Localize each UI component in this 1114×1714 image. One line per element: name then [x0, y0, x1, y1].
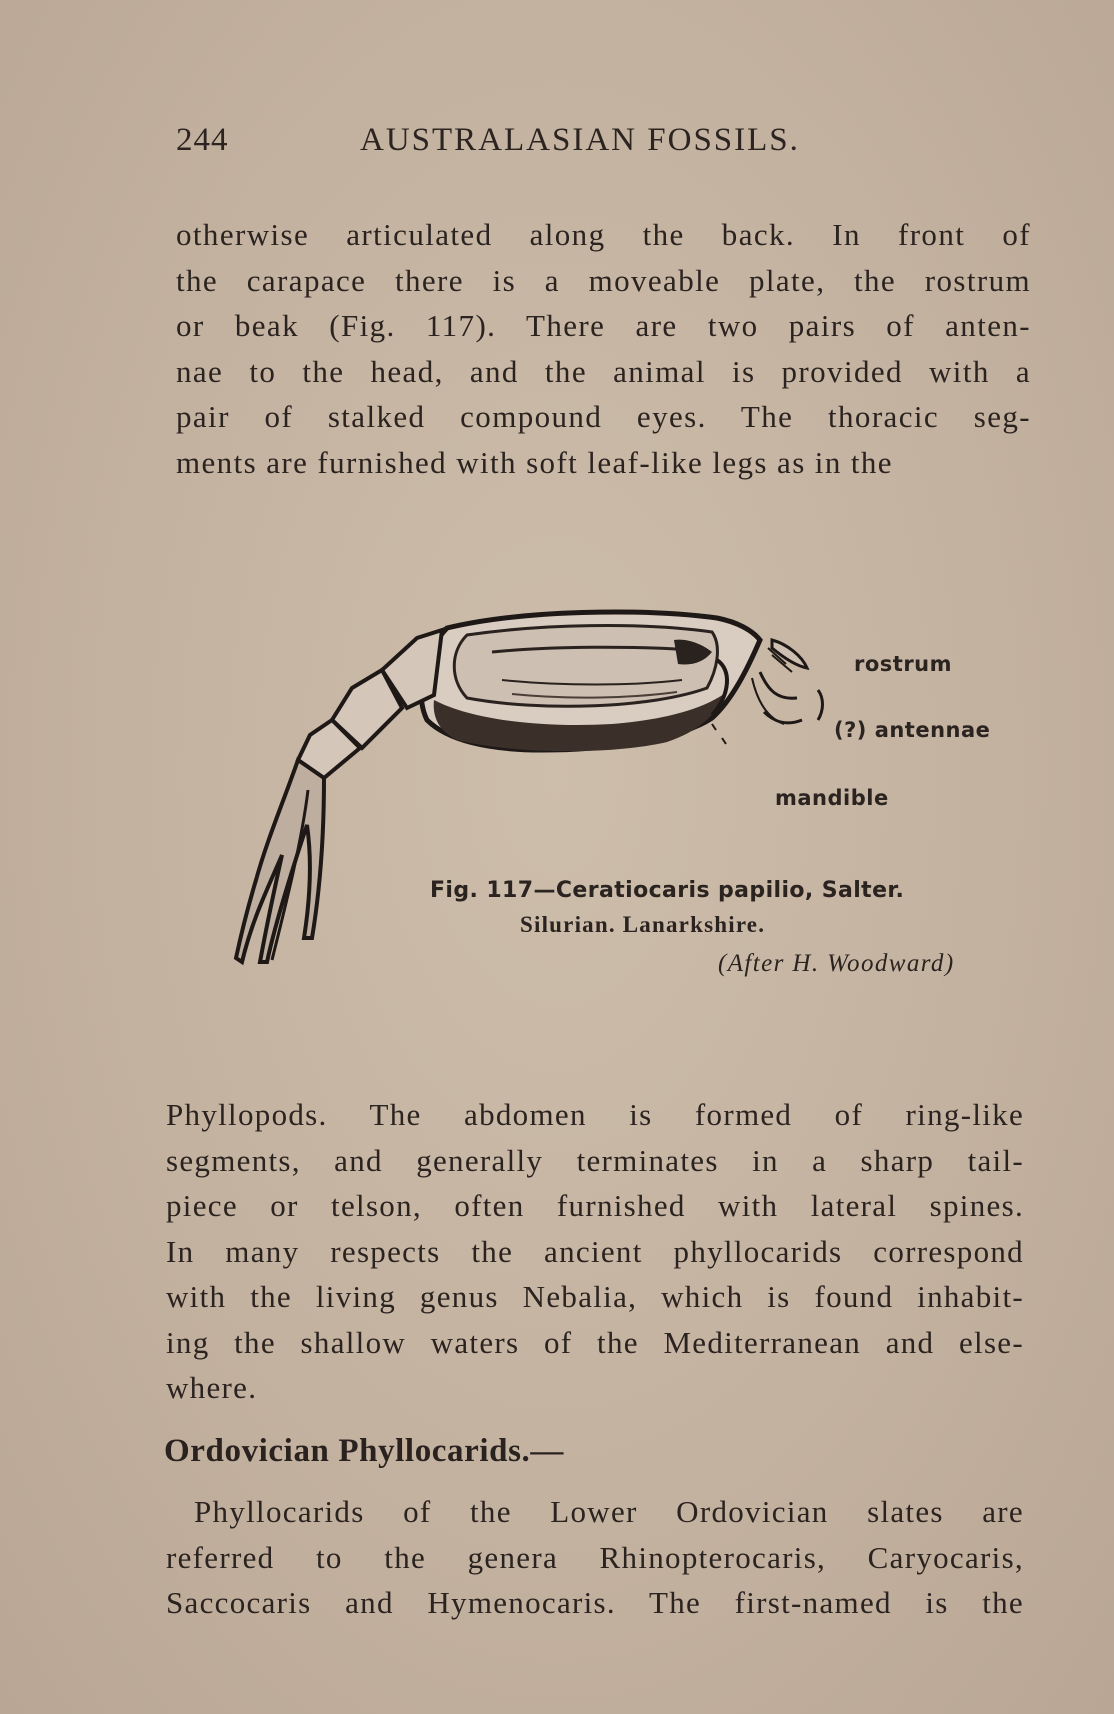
text-line: nae to the head, and the animal is provided with a — [176, 353, 1031, 389]
text-line: with the living genus Nebalia, which is found inhabit- — [166, 1279, 1024, 1314]
label-mandible: mandible — [775, 786, 889, 810]
carapace-inner — [454, 626, 717, 707]
page-number: 244 — [176, 122, 229, 158]
figure-caption: Fig. 117—Ceratiocaris papilio, Salter. — [430, 878, 905, 903]
mandible-dots — [712, 724, 726, 744]
text-line: pair of stalked compound eyes. The thoracic seg- — [176, 399, 1031, 434]
label-antennae: (?) antennae — [834, 718, 991, 742]
label-rostrum: rostrum — [854, 652, 953, 676]
text-line: ing the shallow waters of the Mediterranean and else- — [166, 1324, 1024, 1360]
section-heading: Ordovician Phyllocarids.— — [164, 1433, 565, 1469]
text-line: In many respects the ancient phyllocarids correspond — [166, 1233, 1024, 1269]
text-line: Phyllocarids of the Lower Ordovician slates are — [194, 1494, 1024, 1529]
text-line: Saccocaris and Hymenocaris. The first-named is the — [166, 1585, 1024, 1620]
text-line: the carapace there is a moveable plate, the rostrum — [176, 262, 1031, 298]
figure-caption-credit: (After H. Woodward) — [718, 950, 955, 977]
text-line: referred to the genera Rhinopterocaris, Caryocaris, — [166, 1539, 1024, 1575]
antenna-1 — [760, 672, 797, 698]
text-line: or beak (Fig. 117). There are two pairs of anten- — [176, 308, 1031, 343]
text-line: piece or telson, often furnished with lateral spines. — [166, 1188, 1024, 1223]
text-line: Phyllopods. The abdomen is formed of ring-like — [166, 1097, 1024, 1132]
figure-caption-locality: Silurian. Lanarkshire. — [520, 912, 766, 937]
paragraph-2 — [166, 1092, 1024, 1411]
text-line: otherwise articulated along the back. In front of — [176, 217, 1031, 252]
text-line: ments are furnished with soft leaf-like legs as in the — [176, 444, 893, 480]
rostrum-plate — [772, 640, 807, 668]
text-line: segments, and generally terminates in a sharp tail- — [166, 1142, 1024, 1178]
text-line: where. — [166, 1370, 258, 1405]
antenna-brace — [818, 690, 823, 720]
paragraph-3 — [166, 1489, 1024, 1626]
paragraph-1 — [176, 212, 1031, 485]
running-title: AUSTRALASIAN FOSSILS. — [360, 122, 800, 158]
